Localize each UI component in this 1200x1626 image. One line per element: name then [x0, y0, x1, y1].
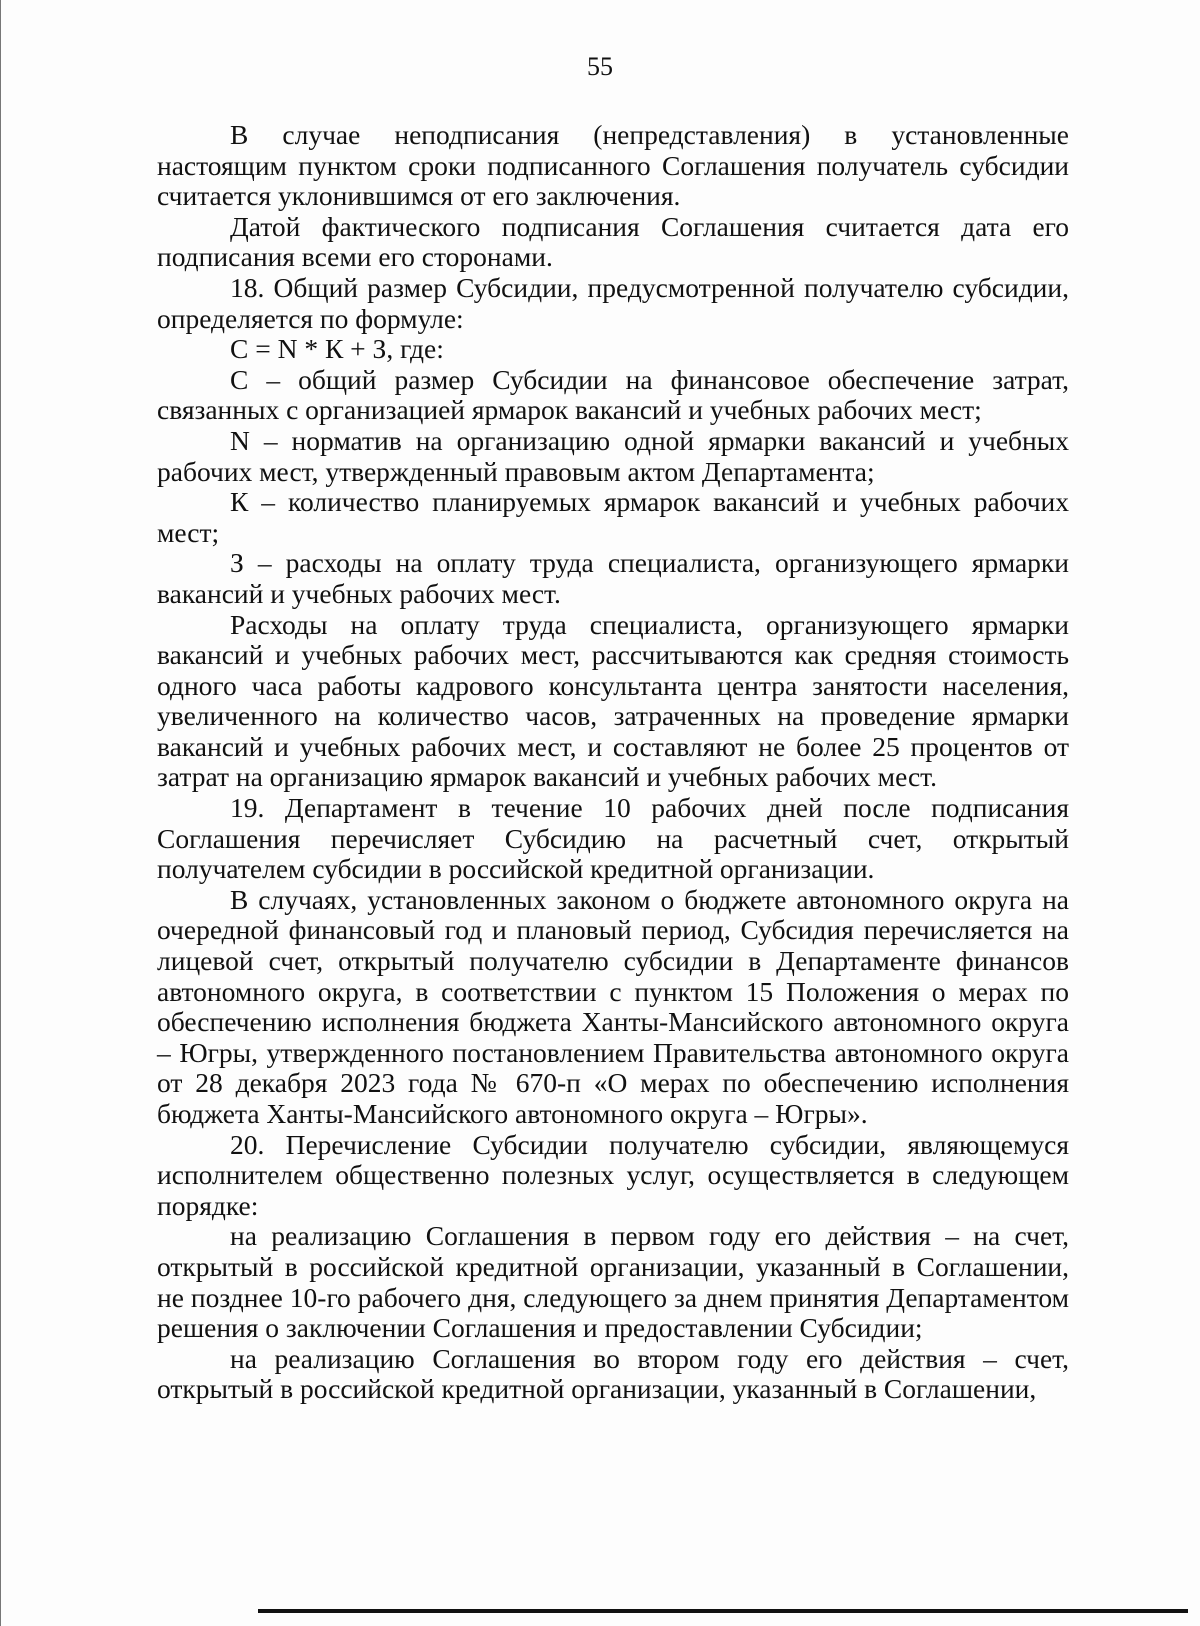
- page-number: 55: [587, 52, 613, 81]
- document-body: [157, 120, 1069, 1405]
- formula-term-n: N – норматив на организацию одной ярмарки вакансий и учебных рабочих мест, утвержденный правовым актом Департамента;: [157, 424, 1069, 487]
- paragraph-item-18: 18. Общий размер Субсидии, предусмотренной получателю субсидии, определяется по формуле:: [157, 271, 1069, 334]
- paragraph-signing-date: Датой фактического подписания Соглашения считается дата его подписания всеми его сторонами.: [157, 210, 1069, 273]
- paragraph-item-20: 20. Перечисление Субсидии получателю субсидии, являющемуся исполнителем общественно полезных услуг, осуществляется в следующем порядке:: [157, 1128, 1069, 1221]
- formula-term-c: С – общий размер Субсидии на финансовое обеспечение затрат, связанных с организацией ярмарок вакансий и учебных рабочих мест;: [157, 363, 1069, 426]
- formula-term-k: К – количество планируемых ярмарок вакансий и учебных рабочих мест;: [157, 486, 1069, 548]
- paragraph-first-year: на реализацию Соглашения в первом году его действия – на счет, открытый в российской кредитной организации, указанный в Соглашении, не позднее 10-го рабочего дня, следующего за днем принятия Департаментом решения о заключении Соглашения и предоставлении Субсидии;: [157, 1220, 1069, 1344]
- paragraph-budget-law: В случаях, установленных законом о бюджете автономного округа на очередной финансовый год и плановый период, Субсидия перечисляется на лицевой счет, открытый получателю субсидии в Департаменте финансов автономного округа, в соответствии с пунктом 15 Положения о мерах по обеспечению исполнения бюджета Ханты-Мансийского автономного округа – Югры, утвержденного постановлением Правительства автономного округа от 28 декабря 2023 года № 670-п «О мерах по обеспечению исполнения бюджета Ханты-Мансийского автономного округа – Югры».: [157, 883, 1069, 1129]
- scan-bottom-border: [258, 1609, 1188, 1613]
- paragraph-refusal: В случае неподписания (непредставления) в установленные настоящим пунктом сроки подписанного Соглашения получатель субсидии считается уклонившимся от его заключения.: [157, 119, 1069, 212]
- formula: С = N * К + З, где:: [230, 333, 444, 365]
- formula-term-z: З – расходы на оплату труда специалиста, организующего ярмарки вакансий и учебных рабочих мест.: [157, 547, 1069, 609]
- paragraph-item-19: 19. Департамент в течение 10 рабочих дней после подписания Соглашения перечисляет Субсидию на расчетный счет, открытый получателем субсидии в российской кредитной организации.: [157, 792, 1069, 885]
- paragraph-labor-costs: Расходы на оплату труда специалиста, организующего ярмарки вакансий и учебных рабочих мест, рассчитываются как средняя стоимость одного часа работы кадрового консультанта центра занятости населения, увеличенного на количество часов, затраченных на проведение ярмарки вакансий и учебных рабочих мест, и составляют не более 25 процентов от затрат на организацию ярмарок вакансий и учебных рабочих мест.: [157, 608, 1069, 793]
- scan-edge-line: [0, 0, 1, 1626]
- paragraph-second-year: на реализацию Соглашения во втором году его действия – счет, открытый в российской кредитной организации, указанный в Соглашении,: [157, 1342, 1069, 1405]
